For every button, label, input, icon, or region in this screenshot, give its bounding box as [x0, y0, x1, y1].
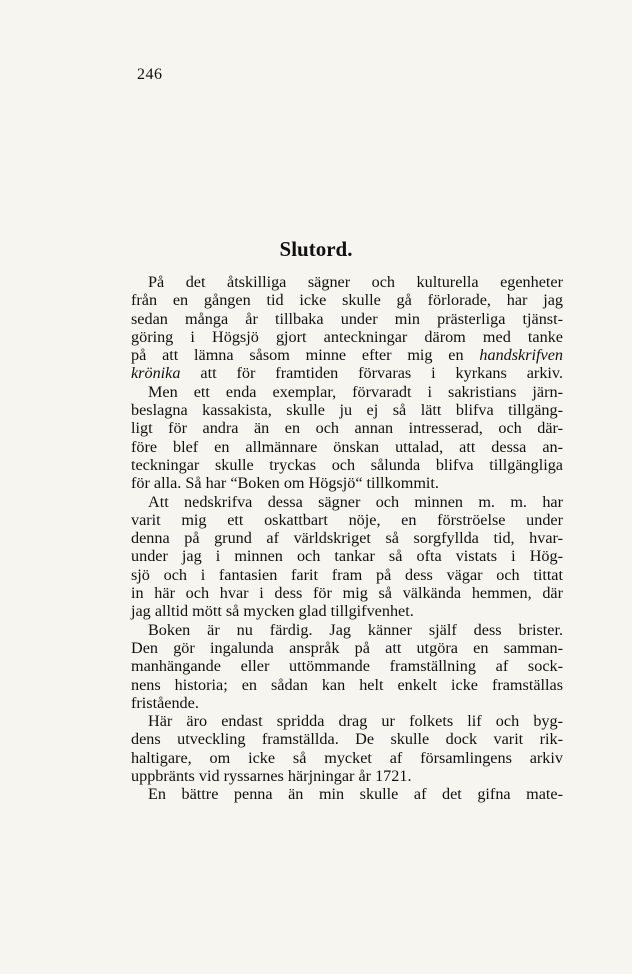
italic-word: handskrifven — [479, 346, 563, 365]
text-line: från en gången tid icke skulle gå förlorade, har jag — [131, 291, 563, 310]
text-line — [131, 364, 563, 382]
text-line: uppbränts vid ryssarnes härjningar år 1721. — [131, 767, 412, 786]
text-line: Men ett enda exemplar, förvaradt i sakristians järn- — [148, 382, 563, 401]
text-line: Den gör ingalunda anspråk på att utgöra en samman- — [131, 638, 563, 657]
text-line: jag alltid mött så mycken glad tillgifvenhet. — [131, 602, 414, 621]
text-line: dens utveckling framställda. De skulle dock varit rik- — [131, 730, 563, 749]
text-line: denna på grund af världskriget så sorgfyllda tid, hvar- — [131, 529, 563, 548]
text-line: Boken är nu färdig. Jag känner själf dess brister. — [148, 620, 563, 639]
text-line: beslagna kassakista, skulle ju ej så lätt blifva tillgäng- — [131, 401, 563, 420]
text-line: fristående. — [131, 693, 199, 712]
page-number: 246 — [137, 66, 163, 83]
text-line: teckningar skulle tryckas och sålunda blifva tillgängliga — [131, 455, 563, 474]
text-line: Att nedskrifva dessa sägner och minnen m. m. har — [148, 492, 563, 511]
text-line: ligt för andra än en och annan intresserad, och där- — [131, 419, 563, 438]
text-segment: på att lämna såsom minne efter mig en — [131, 346, 464, 365]
text-line: På det åtskilliga sägner och kulturella egenheter — [148, 273, 563, 291]
text-line: manhängande eller uttömmande framställning af sock- — [131, 657, 563, 676]
text-line: in här och hvar i dess för mig så välkända hemmen, där — [131, 584, 563, 603]
text-line: varit mig ett oskattbart nöje, en förströelse under — [131, 510, 563, 529]
text-line: haltigare, om icke så mycket af församlingens arkiv — [131, 748, 563, 767]
text-line: Här äro endast spridda drag ur folkets lif och byg- — [148, 712, 563, 731]
text-line: sjö och i fantasien farit fram på dess vägar och tittat — [131, 565, 563, 584]
text-line: En bättre penna än min skulle af det gifna mate- — [148, 785, 563, 804]
text-segment: att för framtiden förvaras i kyrkans arkiv. — [200, 364, 563, 383]
page-title: Slutord. — [279, 237, 353, 261]
italic-word: krönika — [131, 364, 181, 383]
text-line: nens historia; en sådan kan helt enkelt icke framställas — [131, 675, 563, 694]
text-line — [131, 346, 563, 364]
text-line: göring i Högsjö gjort anteckningar därom med tanke — [131, 327, 563, 346]
body-text — [131, 273, 563, 804]
text-line: under jag i minnen och tankar så ofta vistats i Hög- — [131, 547, 563, 566]
text-line: för alla. Så har “Boken om Högsjö“ tillkommit. — [131, 474, 439, 493]
text-line: sedan många år tillbaka under min prästerliga tjänst- — [131, 309, 563, 328]
text-line: före blef en allmännare önskan uttalad, att dessa an- — [131, 437, 563, 456]
